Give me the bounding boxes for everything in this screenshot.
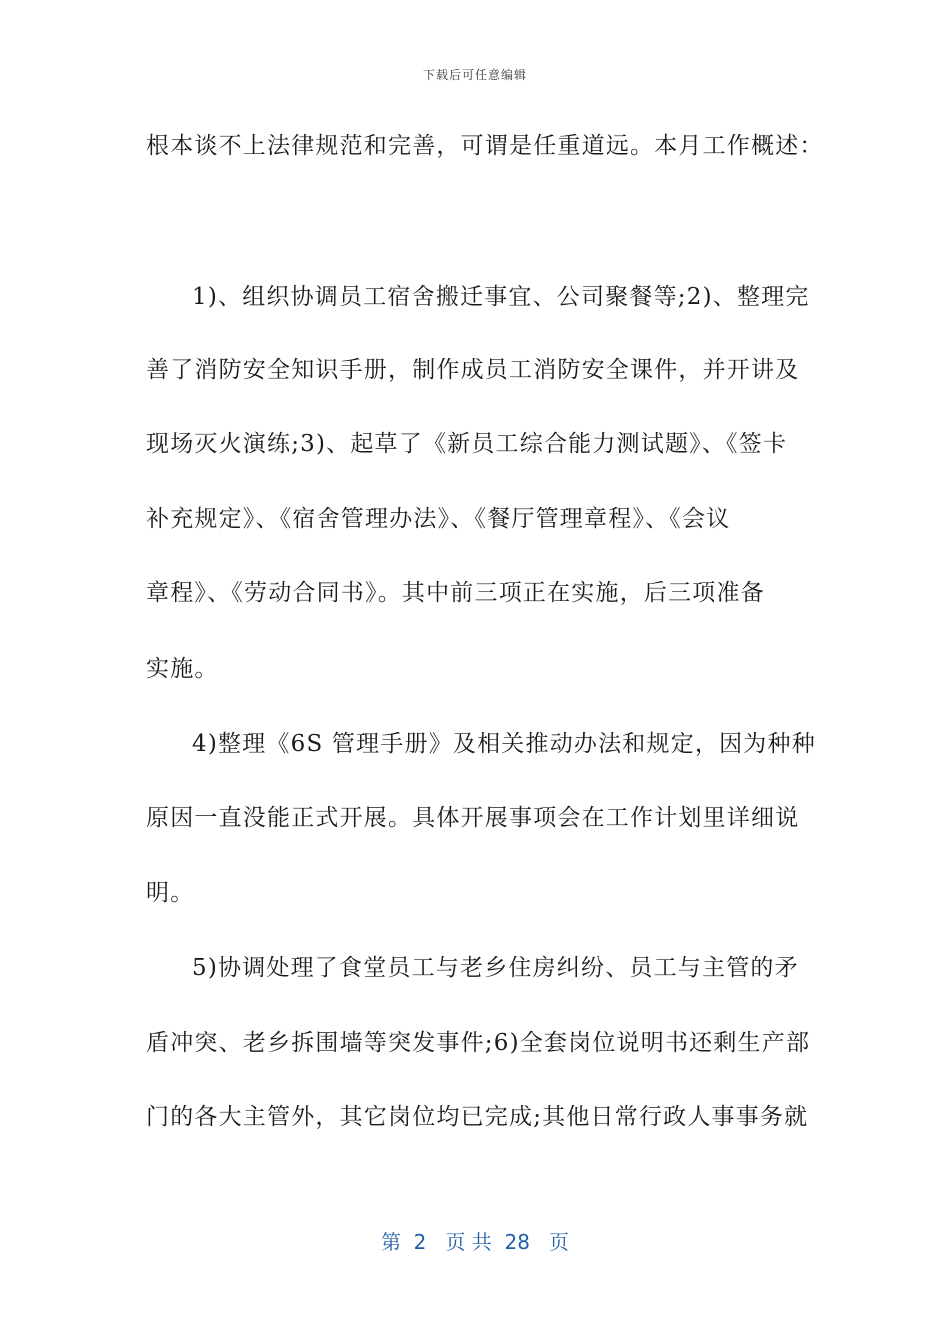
- paragraph-line: 现场灭火演练;3)、起草了《新员工综合能力测试题》、《签卡: [146, 431, 788, 457]
- paragraph-line: 根本谈不上法律规范和完善，可谓是任重道远。本月工作概述：: [146, 133, 824, 159]
- paragraph-line: 盾冲突、老乡拆围墙等突发事件;6)全套岗位说明书还剩生产部: [146, 1030, 811, 1056]
- paragraph-line: 1)、组织协调员工宿舍搬迁事宜、公司聚餐等;2)、整理完: [192, 284, 810, 310]
- paragraph-line: 章程》、《劳动合同书》。其中前三项正在实施，后三项准备: [146, 580, 765, 606]
- paragraph-line: 善了消防安全知识手册，制作成员工消防安全课件，并开讲及: [146, 357, 800, 383]
- paragraph-line: 原因一直没能正式开展。具体开展事项会在工作计划里详细说: [146, 805, 800, 831]
- paragraph-line: 门的各大主管外，其它岗位均已完成;其他日常行政人事事务就: [146, 1104, 809, 1130]
- page-number: 第 2 页 共 28 页: [380, 1230, 570, 1254]
- header-note: 下载后可任意编辑: [422, 68, 527, 82]
- paragraph-line: 4)整理《6S 管理手册》及相关推动办法和规定，因为种种: [192, 731, 816, 757]
- paragraph-line: 明。: [146, 880, 195, 906]
- paragraph-line: 实施。: [146, 656, 219, 682]
- paragraph-line: 补充规定》、《宿舍管理办法》、《餐厅管理章程》、《会议: [146, 506, 731, 532]
- paragraph-line: 5)协调处理了食堂员工与老乡住房纠纷、员工与主管的矛: [192, 955, 799, 981]
